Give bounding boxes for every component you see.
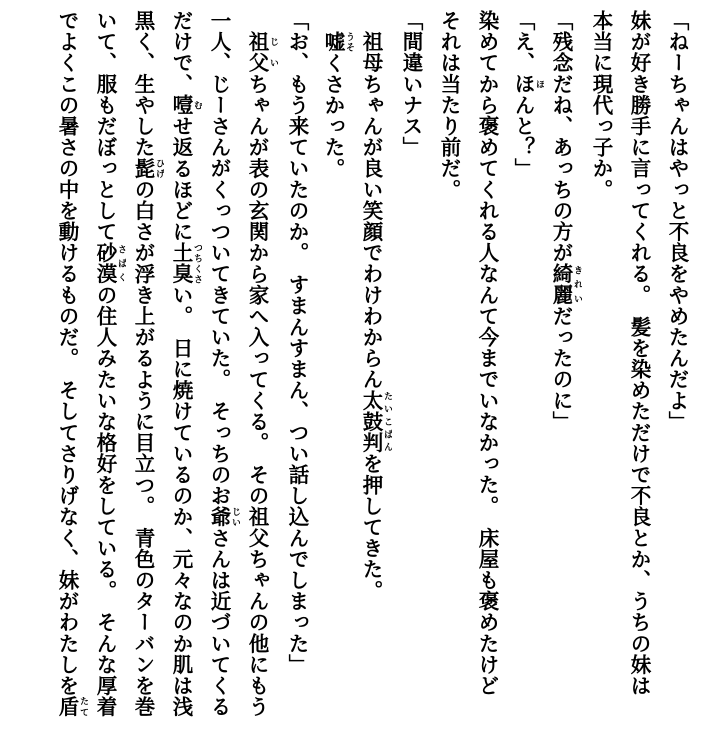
text-column: 嘘 うそくさかった。: [321, 31, 354, 179]
text-column: 本当に現代っ子か。: [589, 10, 613, 200]
text-column: でよくこの暑さの中を動けるものだ。 そしてさりげなく、妹がわたしを盾 たて: [55, 10, 88, 718]
vertical-text-body: [8, 10, 696, 742]
text-column: 「お、もう来ていたのか。 すまんすまん、つい話し込んでしまった」: [285, 10, 309, 675]
text-column: 「ねーちゃんはやっと不良をやめたんだよ」: [665, 10, 689, 432]
text-column: 「間違いナス」: [399, 10, 423, 158]
text-column: 祖母ちゃんが良い笑顔でわけわからん太鼓判 たいこばんを押してきた。: [359, 10, 392, 601]
text-column: 「え、ほ ほんと？」: [511, 10, 544, 179]
text-column: いて、服もだぼっとして砂漠 さばくの住人みたいな格好をしている。 そんな厚着: [93, 10, 126, 718]
text-column: だけで、噎 むせ返るほどに土臭 つちくさい。 日に焼けているのか、元々なのか肌は浅: [169, 10, 202, 718]
text-column: 染めてから褒めてくれる人なんて今までいなかった。 床屋も褒めたけど: [475, 10, 499, 697]
text-column: 妹が好き勝手に言ってくれる。 髪を染めただけで不良とか、うちの妹は: [627, 10, 651, 697]
text-column: 黒く、生やした髭 ひげの白さが浮き上がるように目立つ。 青色のターバンを巻: [131, 10, 164, 718]
text-column: それは当たり前だ。: [437, 10, 461, 200]
text-column: 一人、じーさんがくっついてきていた。 そっちのお爺 じいさんは近づいてくる: [207, 10, 240, 718]
text-column: 「残念だね、あっちの方が綺麗 きれいだったのに」: [549, 10, 582, 433]
text-column: 祖父 じいちゃんが表の玄関から家へ入ってくる。 その祖父ちゃんの他にもう: [245, 31, 278, 718]
